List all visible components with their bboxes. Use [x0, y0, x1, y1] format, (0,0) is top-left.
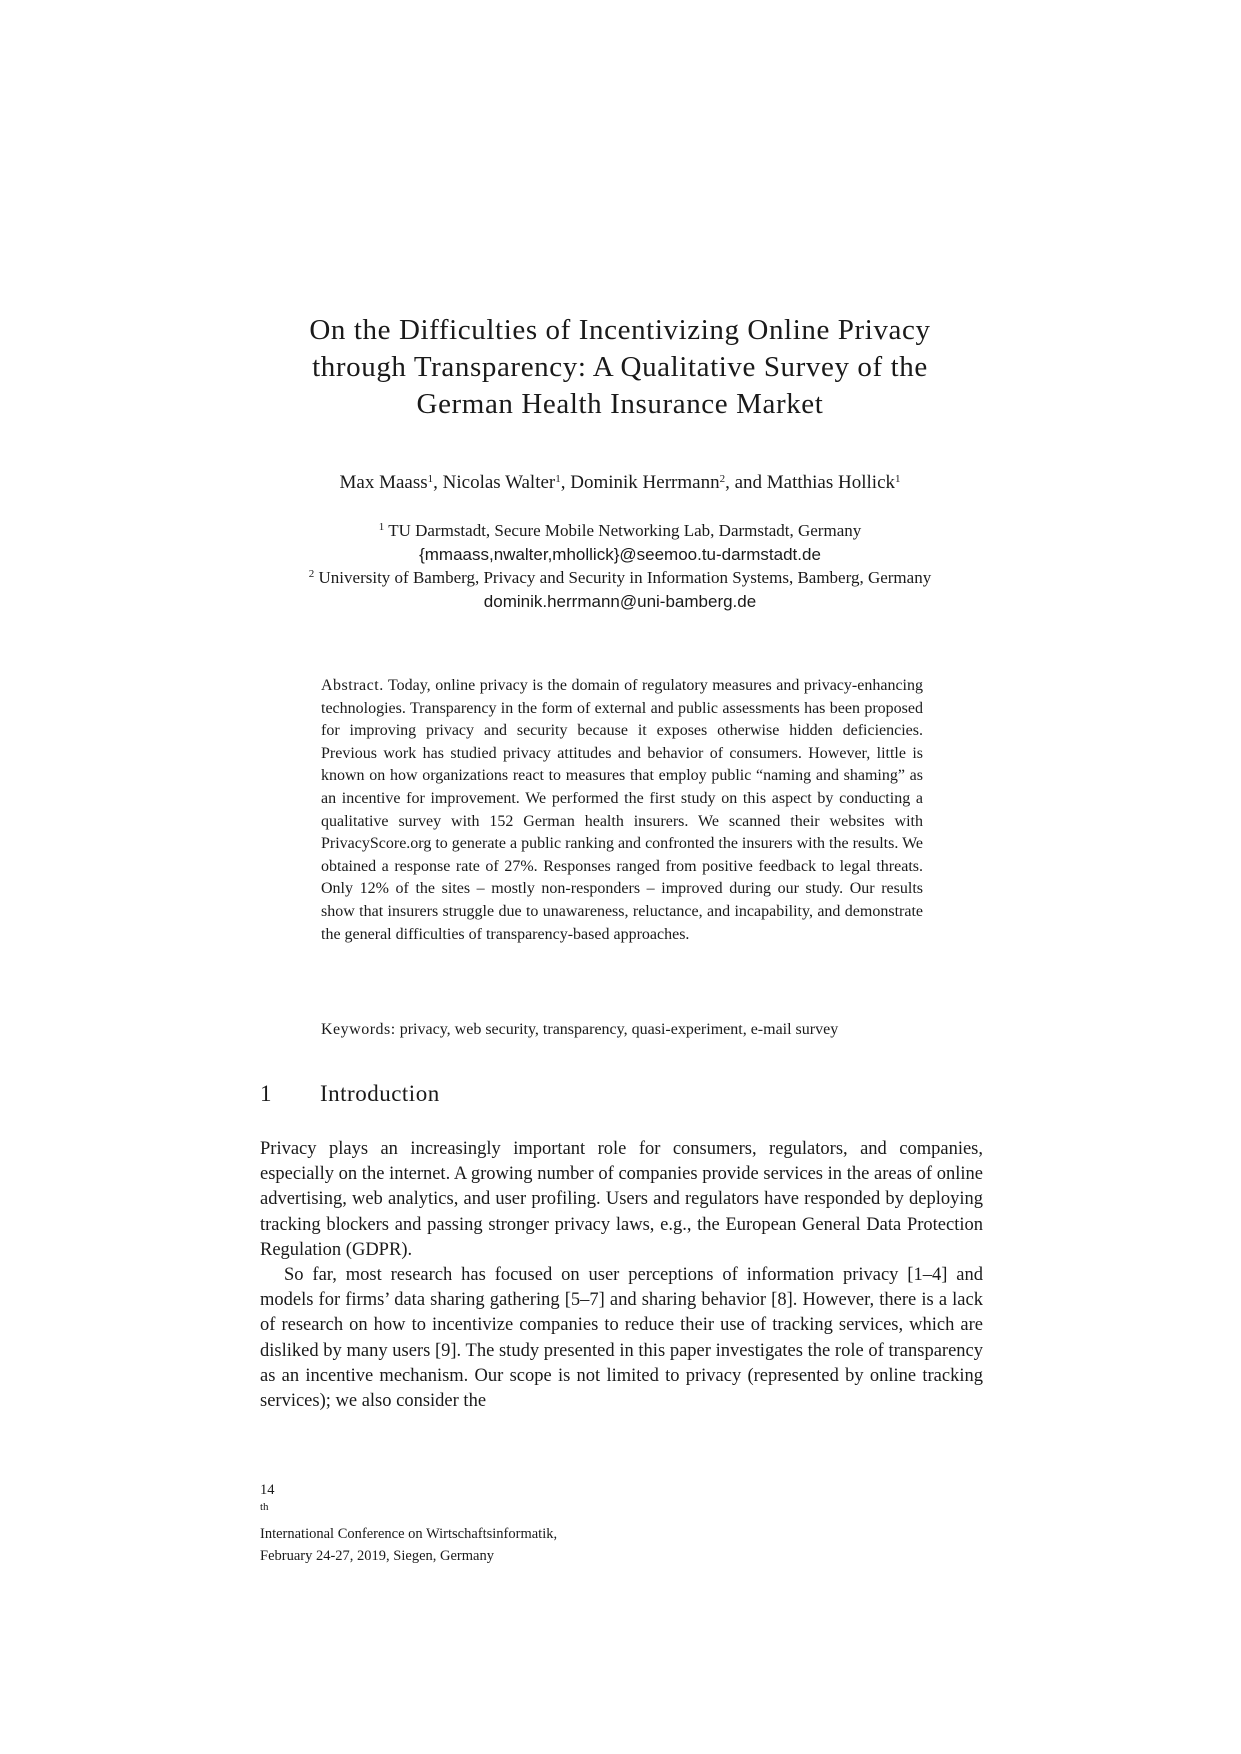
paragraph: So far, most research has focused on user perceptions of information privacy [1–4] and models for firms’ data sharing gathering [5–7] and sharing behavior [8]. However, there is a lack of research on how to incentivize companies to reduce their use of tracking services, which are disliked by many users [9]. The study presented in this paper investigates the role of transparency as an incentive mechanism. Our scope is not limited to privacy (represented by online tracking services); we also consider the — [260, 1265, 983, 1412]
author-list — [180, 471, 1060, 495]
footer-line — [260, 1479, 860, 1545]
title-line: German Health Insurance Market — [416, 388, 824, 420]
author-affiliation-marker: 2 — [719, 473, 726, 485]
affiliation-marker: 2 — [308, 568, 315, 580]
author-affiliation-marker: 1 — [555, 473, 561, 485]
paper-title — [220, 312, 1020, 423]
author-name: Dominik Herrmann — [570, 472, 720, 493]
affiliation-line — [180, 519, 1060, 543]
keywords — [321, 1019, 923, 1041]
abstract — [321, 675, 923, 946]
conference-date-place: February 24-27, 2019, Siegen, Germany — [260, 1548, 494, 1564]
author-name: Matthias Hollick — [766, 472, 895, 493]
affiliation-line — [180, 566, 1060, 590]
body-text — [260, 1137, 983, 1414]
section-number: 1 — [260, 1081, 272, 1106]
section-title: Introduction — [320, 1081, 440, 1106]
affiliation-text: TU Darmstadt, Secure Mobile Networking Lab, Darmstadt, Germany — [388, 521, 862, 540]
abstract-label: Abstract. — [321, 677, 384, 694]
affiliation-email: dominik.herrmann@uni-bamberg.de — [483, 591, 757, 611]
author-name: Max Maass — [339, 472, 428, 493]
affiliation-email: {mmaass,nwalter,mhollick}@seemoo.tu-darmstadt.de — [419, 544, 821, 564]
paragraph: Privacy plays an increasingly important role for consumers, regulators, and companies, especially on the internet. A growing number of companies provide services in the areas of online advertising, web analytics, and user profiling. Users and regulators have responded by deploying tracking blockers and passing stronger privacy laws, e.g., the European General Data Protection Regulation (GDPR). — [260, 1139, 983, 1260]
title-line: On the Difficulties of Incentivizing Online Privacy — [309, 314, 931, 346]
author-affiliation-marker: 1 — [895, 473, 901, 485]
affiliations — [180, 519, 1060, 613]
conference-name: International Conference on Wirtschaftsinformatik, — [260, 1526, 558, 1542]
affiliation-text: University of Bamberg, Privacy and Security in Information Systems, Bamberg, Germany — [318, 568, 932, 587]
conference-ordinal: 14 — [260, 1482, 275, 1498]
abstract-text: Today, online privacy is the domain of regulatory measures and privacy-enhancing technologies. Transparency in the form of external and public assessments has been proposed for improving privacy and security because it exposes otherwise hidden deficiencies. Previous work has studied privacy attitudes and behavior of consumers. However, little is known on how organizations react to measures that employ public “naming and shaming” as an incentive for improvement. We performed the first study on this aspect by conducting a qualitative survey with 152 German health insurers. We scanned their websites with PrivacyScore.org to generate a public ranking and confronted the insurers with the results. We obtained a response rate of 27%. Responses ranged from positive feedback to legal threats. Only 12% of the sites – mostly non-responders – improved during our study. Our results show that insurers struggle due to unawareness, reluctance, and incapability, and demonstrate the general difficulties of transparency-based approaches. — [321, 677, 923, 943]
author-separator: , and — [725, 472, 767, 493]
author-affiliation-marker: 1 — [427, 473, 434, 485]
title-line: through Transparency: A Qualitative Survey of the — [312, 351, 928, 383]
author-separator: , — [433, 472, 443, 493]
section-heading — [260, 1080, 440, 1108]
keywords-label: Keywords: — [321, 1021, 396, 1038]
keywords-text: privacy, web security, transparency, quasi-experiment, e-mail survey — [399, 1021, 839, 1038]
affiliation-marker: 1 — [378, 521, 385, 533]
conference-ordinal-suffix: th — [260, 1501, 269, 1513]
author-separator: , — [560, 472, 571, 493]
author-name: Nicolas Walter — [442, 472, 556, 493]
conference-footer — [260, 1479, 860, 1567]
